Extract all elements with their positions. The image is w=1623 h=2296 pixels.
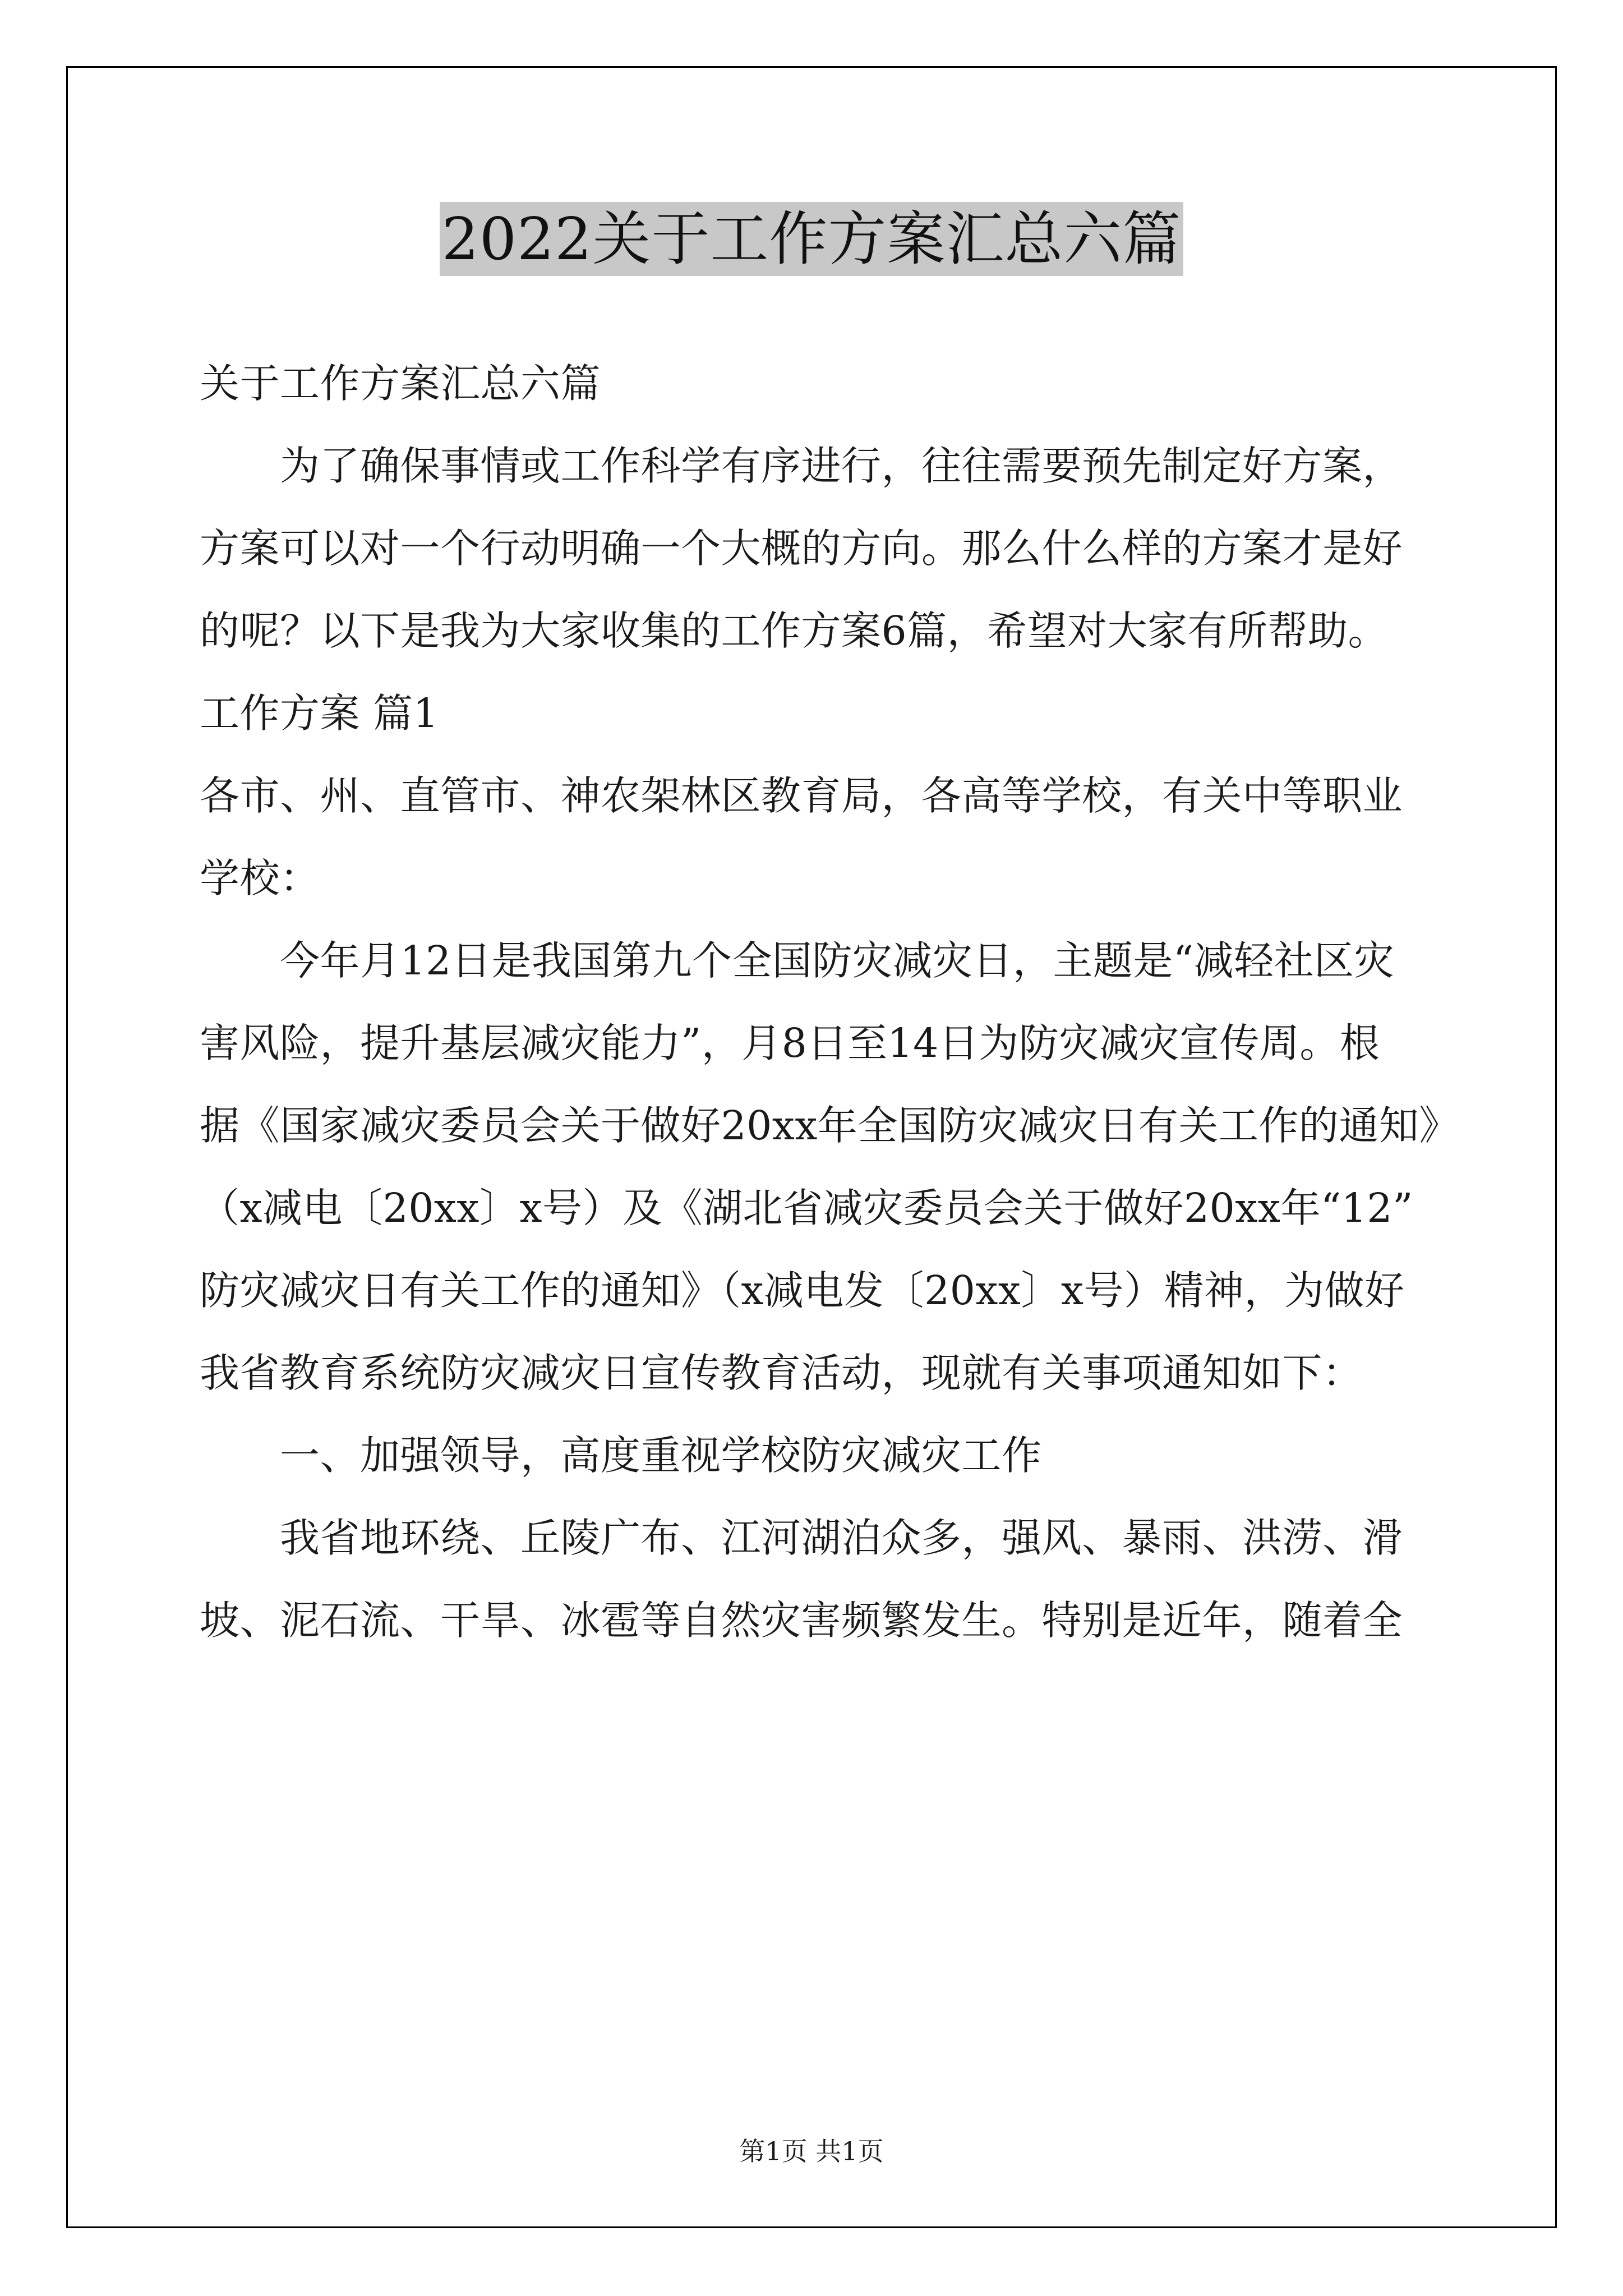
paragraph-line: 害风险，提升基层减灾能力”，月8日至14日为防灾减灾宣传周。根: [200, 1020, 1380, 1066]
paragraph-line: 据《国家减灾委员会关于做好20xx年全国防灾减灾日有关工作的通知》: [200, 1102, 1459, 1149]
title-container: [0, 202, 1623, 276]
section-heading: 工作方案 篇1: [200, 690, 439, 737]
paragraph-line: 学校：: [200, 855, 320, 901]
paragraph-line: 坡、泥石流、干旱、冰雹等自然灾害频繁发生。特别是近年，随着全: [200, 1597, 1403, 1644]
subtitle-line: 关于工作方案汇总六篇: [200, 360, 601, 407]
document-title: 2022关于工作方案汇总六篇: [440, 202, 1184, 276]
paragraph-line: 为了确保事情或工作科学有序进行，往往需要预先制定好方案，: [280, 443, 1403, 489]
page-footer: 第1页 共1页: [739, 2136, 884, 2166]
paragraph-line: 今年月12日是我国第九个全国防灾减灾日，主题是“减轻社区灾: [280, 937, 1395, 984]
paragraph-line: 的呢？以下是我为大家收集的工作方案6篇，希望对大家有所帮助。: [200, 608, 1389, 654]
document-body: [200, 342, 1459, 1662]
paragraph-line: 方案可以对一个行动明确一个大概的方向。那么什么样的方案才是好: [200, 525, 1403, 572]
paragraph-line: （x减电〔20xx〕x号）及《湖北省减灾委员会关于做好20xx年“12”: [200, 1185, 1413, 1231]
paragraph-line: 防灾减灾日有关工作的通知》（x减电发〔20xx〕x号）精神，为做好: [200, 1267, 1405, 1314]
paragraph-line: 各市、州、直管市、神农架林区教育局，各高等学校，有关中等职业: [200, 772, 1403, 819]
paragraph-line: 我省教育系统防灾减灾日宣传教育活动，现就有关事项通知如下：: [200, 1350, 1363, 1396]
paragraph-line: 我省地环绕、丘陵广布、江河湖泊众多，强风、暴雨、洪涝、滑: [280, 1515, 1403, 1561]
subsection-heading: 一、加强领导，高度重视学校防灾减灾工作: [280, 1432, 1042, 1479]
